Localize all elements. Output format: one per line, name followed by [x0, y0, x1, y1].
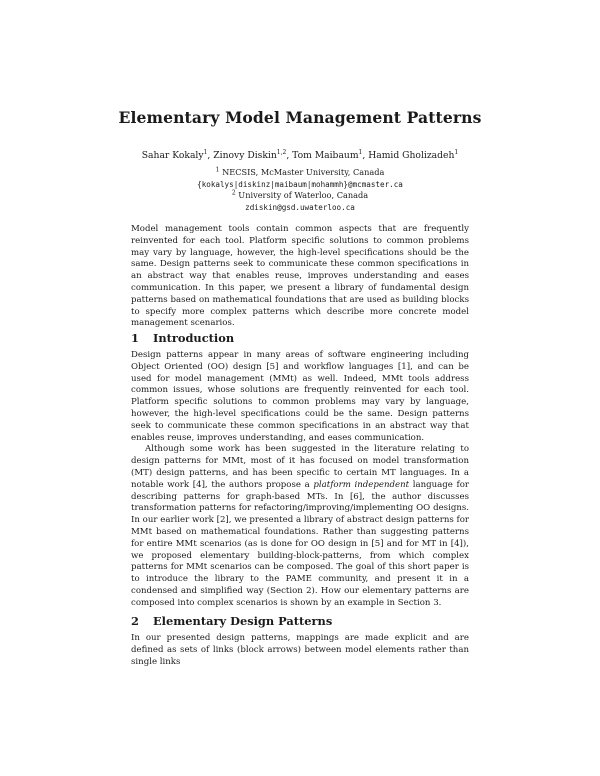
author-name: Sahar Kokaly [141, 150, 204, 161]
paragraph [131, 444, 469, 609]
section-heading-elementary-design-patterns [131, 614, 332, 628]
paragraph: In our presented design patterns, mappings are made explicit and are defined as sets of links (block arrows) between model elements rather than single links [131, 633, 469, 667]
section-2-body [131, 633, 469, 668]
section-title: Introduction [153, 331, 235, 345]
abstract: Model management tools contain common aspects that are frequently reinvented for each tool. Platform specific solutions to common problems may vary by language, however, the high-level specifications should be the same. Design patterns seek to communicate these common specifications in an abstract way that enables reuse, improves understanding and eases communication. In this paper, we present a library of fundamental design patterns based on mathematical foundations that are used as building blocks to specify more complex patterns which describe more concrete model management scenarios. [131, 224, 469, 329]
section-number: 1 [131, 331, 139, 345]
affiliation-mark: 1 [215, 166, 220, 174]
section-heading-introduction [131, 331, 234, 345]
affiliation-name: University of Waterloo, Canada [238, 190, 369, 200]
affiliation-2 [0, 190, 600, 201]
affiliation-2-email: zdiskin@gsd.uwaterloo.ca [245, 203, 355, 212]
author-affiliation-mark: 1 [203, 148, 208, 156]
author-affiliation-mark: 1,2 [276, 148, 287, 156]
section-number: 2 [131, 614, 139, 628]
author-name: Hamid Gholizadeh [368, 150, 455, 161]
author-list: Sahar Kokaly$^1$, Zinovy Diskin$^{1,2}$, Tom Maibaum$^1$, Hamid Gholizadeh$^1$ [141, 148, 459, 161]
author-affiliation-mark: 1 [358, 148, 363, 156]
author-name: Tom Maibaum [292, 150, 359, 161]
paragraph-text: language for describing patterns for graph-based MTs. In [6], the author discusses transformation patterns for refactoring/improving/implementing OO designs. In our earlier work [2], we presented a library of abstract design patterns for MMt based on mathematical foundations. Rather than suggesting patterns for entire MMt scenarios (as is done for OO design in [5] and for MT in [4]), we proposed elementary building-block-patterns, from which complex patterns for MMt scenarios can be composed. The goal of this short paper is to introduce the library to the PAME community, and present it in a condensed and simplified way (Section 2). How our elementary patterns are composed into complex scenarios is shown by an example in Section 3. [131, 479, 469, 608]
affiliation-1 [0, 167, 600, 178]
emphasized-text: platform independent [313, 479, 410, 490]
introduction-body [131, 350, 469, 610]
paragraph-text: Although some work has been suggested in the literature relating to design patterns for MMt, most of it has focused on model transformation (MT) design patterns, and has been specific to certain MT languages. In a notable work [4], the authors propose a [131, 444, 469, 490]
affiliation-mark: 2 [231, 189, 236, 197]
affiliation-name: NECSIS, McMaster University, Canada [222, 167, 385, 177]
paragraph: Design patterns appear in many areas of software engineering including Object Oriented (OO) design [5] and workflow languages [1], and can be used for model management (MMt) as well. Indeed, MMt tools address common issues, whose solutions are frequently reinvented for each tool. Platform specific solutions to common problems may vary by language, however, the high-level specifications could be the same. Design patterns seek to communicate these common specifications in an abstract way that enables reuse, improves understanding, and eases communication. [131, 350, 469, 443]
section-title: Elementary Design Patterns [153, 614, 333, 628]
affiliation-1-email: {kokalys|diskinz|maibaum|mohammh}@mcmaster.ca [197, 180, 403, 189]
author-affiliation-mark: 1 [454, 148, 459, 156]
paper-title: Elementary Model Management Patterns [118, 108, 482, 127]
author-name: Zinovy Diskin [213, 150, 277, 161]
